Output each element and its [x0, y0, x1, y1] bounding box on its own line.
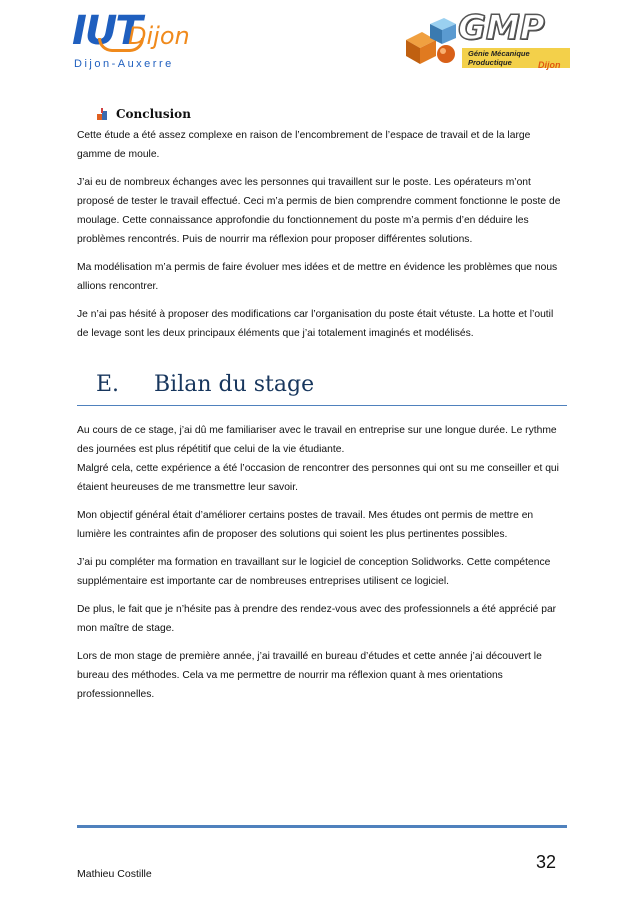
section-paragraph: Mon objectif général était d’améliorer certains postes de travail. Mes études ont permis de mettre en lumière les contraintes afin de proposer des solutions qui soient les plus pertinentes possibles. [77, 510, 534, 540]
conclusion-paragraph: J’ai eu de nombreux échanges avec les personnes qui travaillent sur le poste. Les opérateurs m’ont proposé de tester le travail effectué. Ceci m’a permis de bien comprendre comment fonctionne le poste de moulage. Cette connaissance approfondie du fonctionnement du poste m’a permis d’en déduire les problèmes rencontrés. Puis de nourrir ma réflexion pour proposer différentes solutions. [77, 177, 561, 245]
gmp-logo-subtitle: Génie Mécanique Productique [462, 48, 570, 68]
gmp-logo [400, 8, 570, 74]
iut-logo [70, 8, 200, 74]
section-heading [96, 372, 566, 397]
page-number: 32 [535, 852, 556, 872]
iut-logo-brand: IUT [72, 8, 141, 54]
conclusion-title: Conclusion [116, 107, 191, 121]
conclusion-paragraph: Je n’ai pas hésité à proposer des modifications car l’organisation du poste était vétuste. La hotte et l’outil de levage sont les deux principaux éléments que j’ai totalement imaginés et modélisés. [77, 309, 554, 339]
cubes-icon [400, 14, 460, 70]
footer-divider [77, 825, 567, 828]
section-paragraph: Malgré cela, cette expérience a été l’occasion de rencontrer des personnes qui ont su me conseiller et qui étaient heureuses de me transmettre leur savoir. [77, 463, 559, 493]
section-number: E. [96, 372, 120, 397]
conclusion-heading [96, 107, 191, 121]
iut-logo-city: Dijon [128, 22, 190, 50]
gmp-logo-city: Dijon [538, 60, 561, 70]
section-paragraph: Au cours de ce stage, j’ai dû me familiariser avec le travail en entreprise sur une longue durée. Le rythme des journées est plus répétitif que celui de la vie étudiante. [77, 425, 557, 455]
section-divider [77, 405, 567, 406]
bullet-icon [96, 108, 109, 121]
footer-author: Mathieu Costille [77, 868, 152, 880]
section-paragraph: J’ai pu compléter ma formation en travaillant sur le logiciel de conception Solidworks. Cette compétence supplémentaire est importante car de nombreuses entreprises utilisent ce logiciel. [77, 557, 551, 587]
section-title: Bilan du stage [154, 372, 315, 397]
section-body [77, 421, 567, 713]
conclusion-paragraph: Cette étude a été assez complexe en raison de l’encombrement de l’espace de travail et de la large gamme de moule. [77, 130, 531, 160]
section-paragraph: Lors de mon stage de première année, j’ai travaillé en bureau d’études et cette année j’ai découvert le bureau des méthodes. Cela va me permettre de nourrir ma réflexion quant à mes orientations professionnelles. [77, 651, 542, 700]
gmp-logo-brand: GMP [458, 8, 545, 48]
conclusion-paragraph: Ma modélisation m’a permis de faire évoluer mes idées et de mettre en évidence les problèmes que nous allions rencontrer. [77, 262, 558, 292]
section-paragraph: De plus, le fait que je n’hésite pas à prendre des rendez-vous avec des professionnels a été apprécié par mon maître de stage. [77, 604, 557, 634]
conclusion-body [77, 126, 567, 352]
iut-logo-subtitle: Dijon-Auxerre [74, 58, 174, 70]
